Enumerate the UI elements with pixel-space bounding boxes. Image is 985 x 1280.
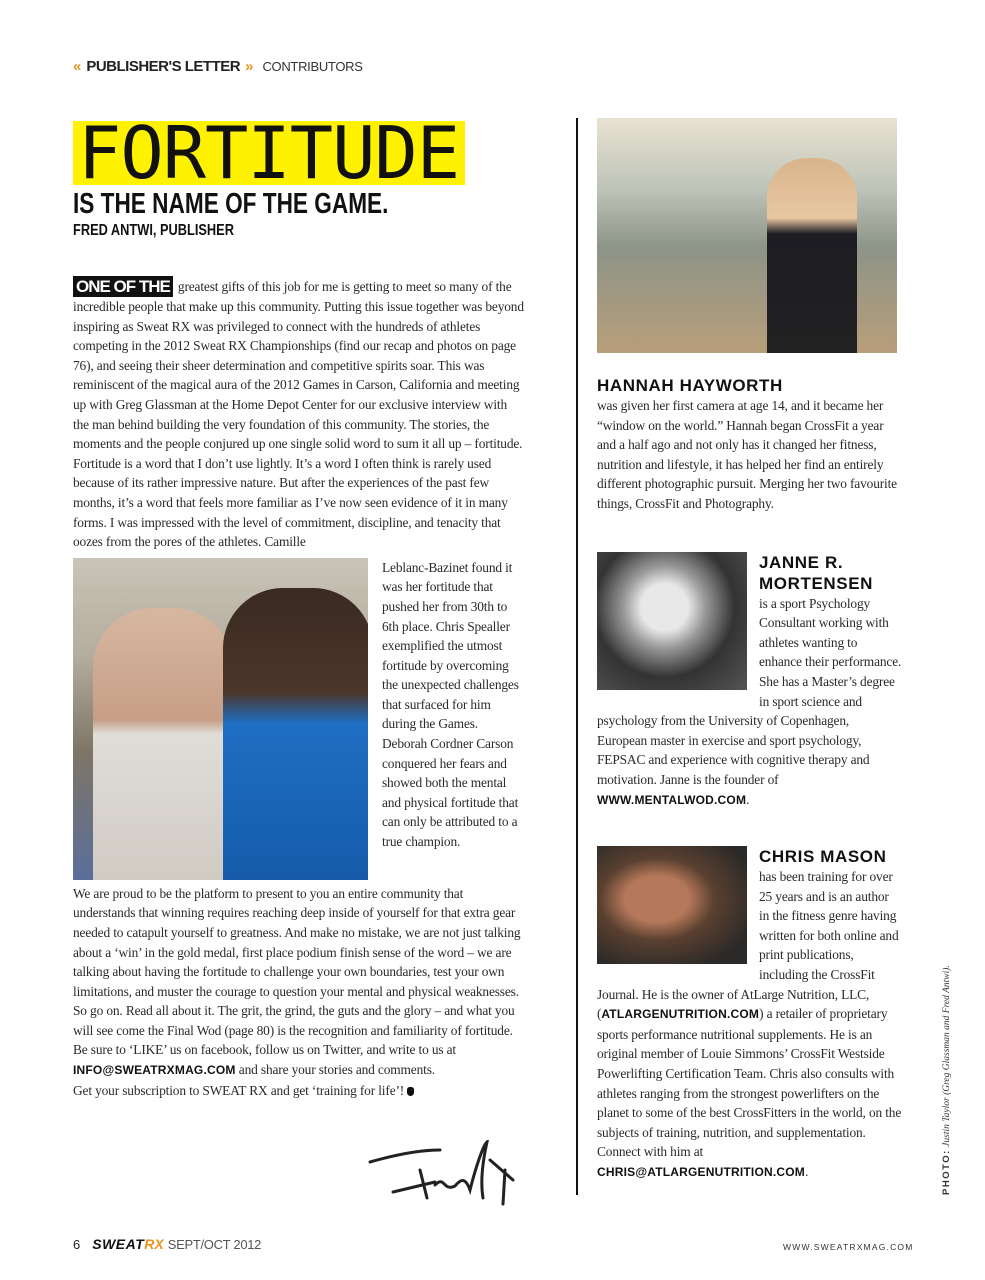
contributor-name-line2: MORTENSEN — [759, 573, 874, 593]
contributor-bio: has been training for over 25 years and is an author in the fitness genre having written for both online and print publications, including the CrossFit Journal. He is the owner of AtLarge Nutrition, LLC, ( — [597, 869, 899, 1022]
website-link[interactable]: ATLARGENUTRITION.COM — [601, 1007, 760, 1022]
contributor-bio: was given her first camera at age 14, and it became her “window on the world.” Hannah began CrossFit a year and a half ago and not only has it changed her fitness, nutrition and lifestyle, it has helped her find an entirely different photographic pursuit. Merging her two favourite things, CrossFit and Photography. — [597, 398, 897, 511]
email-link[interactable]: CHRIS@ATLARGENUTRITION.COM — [597, 1165, 805, 1179]
contributor-name: HANNAH HAYWORTH — [597, 376, 783, 395]
article-title: FORTITUDE — [78, 111, 460, 195]
byline: FRED ANTWI, PUBLISHER — [73, 222, 234, 239]
closing-text-2: and share your stories and comments. — [235, 1062, 435, 1078]
subscription-text: Get your subscription to SWEAT RX and get ‘training for life’! — [73, 1082, 405, 1098]
website-url[interactable]: WWW.SWEATRXMAG.COM — [783, 1242, 914, 1252]
column-divider — [576, 118, 578, 1195]
chevron-right-icon: » — [245, 58, 254, 75]
contributors-column — [597, 118, 902, 1183]
brand-logo-sweat: SWEAT — [92, 1236, 145, 1252]
lead-in: ONE OF THE — [73, 276, 173, 297]
photo-janne-mortensen — [597, 552, 747, 690]
issue-date: SEPT/OCT 2012 — [167, 1237, 262, 1252]
photo-greg-glassman-fred-antwi — [73, 558, 368, 880]
subsection-label: CONTRIBUTORS — [262, 59, 363, 74]
section-header — [73, 58, 363, 75]
photo-credit-value: Justin Taylor (Greg Glassman and Fred Antwi). — [942, 965, 952, 1147]
contributor-bio: is a sport Psychology Consultant working with athletes wanting to enhance their performance. She has a Master’s degree in sport science and psychology from the University of Copenhagen, European master in exercise and sport psychology, FEPSAC and experience with cognitive therapy and motivation. Janne is the founder of — [597, 595, 902, 787]
article-subtitle: IS THE NAME OF THE GAME. — [73, 188, 389, 220]
brand-logo-rx: RX — [144, 1236, 164, 1252]
contributor-janne — [597, 552, 902, 811]
article-side-text: Leblanc-Bazinet found it was her fortitude that pushed her from 30th to 6th place. Chris Spealler exemplified the utmost fortitude by overcoming the unexpected challenges that surfaced for him during the Games. Deborah Cordner Carson conquered her fears and showed both the mental and physical fortitude that can only be attributed to a true champion. — [382, 559, 519, 850]
photo-hannah-hayworth — [597, 118, 897, 353]
contributor-name-line1: JANNE R. — [759, 552, 844, 572]
photo-credit — [941, 965, 952, 1195]
article-closing — [73, 884, 525, 1101]
photo-credit-label: PHOTO: — [941, 1149, 952, 1195]
website-link[interactable]: WWW.MENTALWOD.COM — [597, 792, 747, 807]
kettlebell-end-icon — [407, 1087, 414, 1096]
article-intro — [73, 276, 525, 552]
contributor-bio-2: ) a retailer of proprietary sports performance nutritional supplements. He is an original member of Louie Simmons’ CrossFit Westside Powerlifting Certification Team. Chris also consults with athletes ranging from the strongest powerlifters on the planet to some of the best CrossFitters in the world, on the subjects of training, nutrition, and supplementation. Connect with him at — [597, 1006, 902, 1160]
article-body — [73, 276, 525, 1100]
page-number: 6 — [73, 1237, 81, 1252]
closing-text: We are proud to be the platform to present to you an entire community that understands that winning requires reaching deep inside of yourself for that extra gear needed to catapult yourself to greatness. And make no mistake, we are not just talking about a ‘win’ in the gold medal, first place podium finish sense of the word – we are talking about having the fortitude to challenge your own boundaries, test your own limitations, and muster the courage to question your mental and physical weaknesses. So go on. Read all about it. The grit, the grind, the guts and the glory – and what you will see come the Final Wod (page 80) is the recognition and familiarity of fortitude. Be sure to ‘LIKE’ us on facebook, follow us on Twitter, and write to us at — [73, 885, 521, 1058]
photo-chris-mason — [597, 846, 747, 964]
signature — [365, 1140, 525, 1210]
intro-text: greatest gifts of this job for me is getting to meet so many of the incredible people that make up this community. Putting this issue together was beyond inspiring as Sweat RX was privileged to connect with the hundreds of athletes competing in the 2012 Sweat RX Championships (find our recap and photos on page 76), and seeing their sheer determination and competitive spirits soar. This was reminiscent of the magical aura of the 2012 Games in Carson, California and meeting up with Greg Glassman at the Home Depot Center for our exclusive interview with the man behind building the very foundation of this community. The stories, the moments and the people conjured up one single solid word to sum it all up – fortitude. Fortitude is a word that I don’t use lightly. It’s a word I often think is rarely used because of its rather impressive nature. But after the experiences of the past few months, it’s a word that feels more familiar as I’ve now seen evidence of it in many forms. I was impressed with the level of commitment, discipline, and tenacity that oozes from the pores of the athletes. Camille — [73, 279, 524, 550]
photo-row — [73, 558, 525, 880]
contributor-name: CHRIS MASON — [759, 847, 887, 867]
footer-brand — [92, 1236, 261, 1252]
email-link[interactable]: INFO@SWEATRXMAG.COM — [73, 1063, 236, 1078]
footer — [73, 1236, 261, 1252]
punctuation: . — [746, 791, 750, 807]
punctuation: . — [805, 1164, 809, 1179]
contributor-chris — [597, 846, 902, 1183]
chevron-left-icon: « — [73, 58, 82, 75]
section-label: PUBLISHER'S LETTER — [86, 58, 241, 75]
